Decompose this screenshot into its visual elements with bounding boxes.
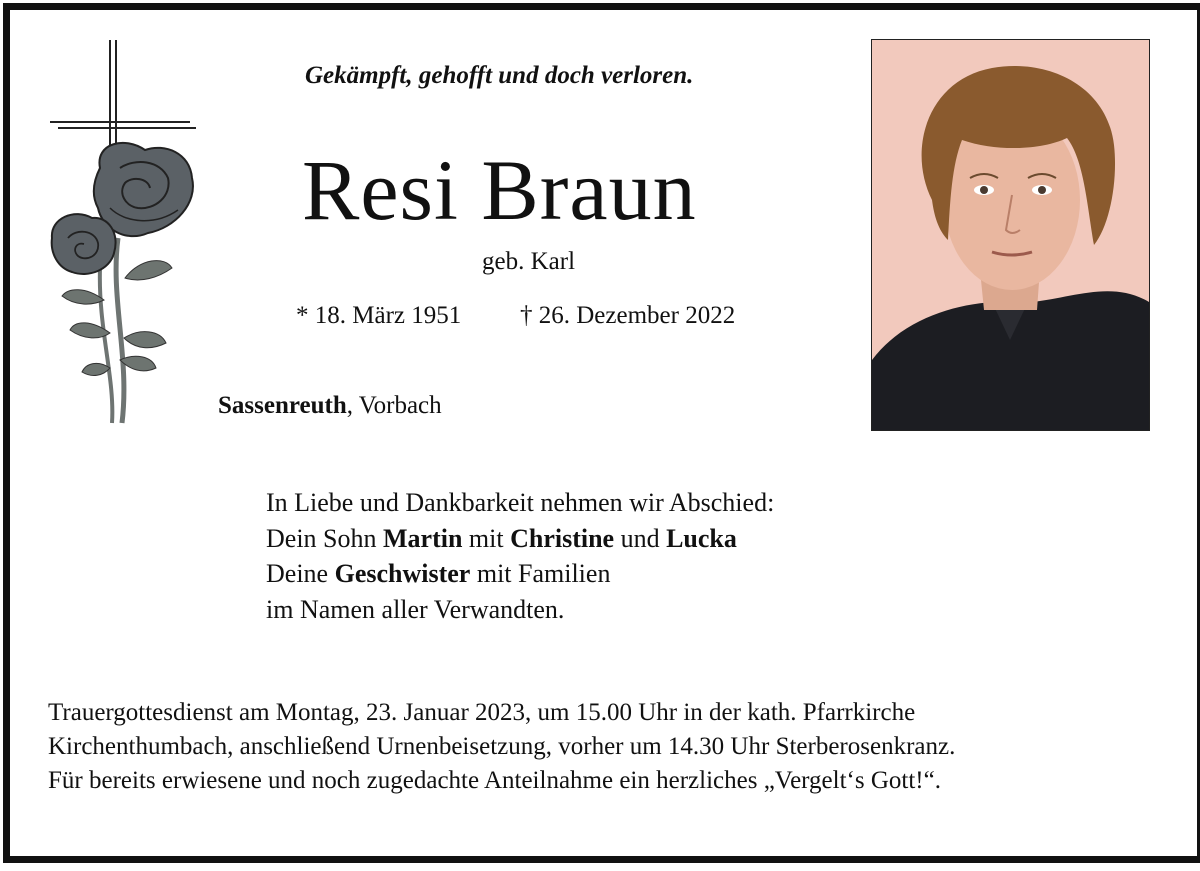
deceased-name: Resi Braun [302,142,697,238]
cross-with-roses-illustration [40,38,205,428]
death-date: † 26. Dezember 2022 [520,302,736,329]
service-line-3: Für bereits erwiesene und noch zugedachte Anteilnahme ein herzliches „Vergelt‘s Gott!“. [48,767,941,794]
service-line-1: Trauergottesdienst am Montag, 23. Januar 2023, um 15.00 Uhr in der kath. Pfarrkirche [48,699,916,726]
farewell-text: und [614,523,667,553]
partner-name: Christine [510,523,615,553]
place-rest: , Vorbach [346,392,442,419]
place-main: Sassenreuth [218,392,347,419]
siblings: Geschwister [334,559,471,588]
farewell-text: Dein Sohn [266,523,383,553]
portrait-photo [871,39,1150,431]
grandchild-name: Lucka [666,523,737,553]
farewell-line-3 [266,556,774,592]
farewell-message [266,485,774,627]
farewell-line-1: In Liebe und Dankbarkeit nehmen wir Abschied: [266,488,775,517]
rose-icon [52,143,193,423]
motto: Gekämpft, gehofft und doch verloren. [305,62,694,89]
farewell-line-2 [266,521,774,557]
farewell-text: mit Familien [470,559,611,588]
birth-date: * 18. März 1951 [296,302,462,329]
farewell-line-4: im Namen aller Verwandten. [266,594,565,624]
son-name: Martin [383,523,463,553]
farewell-text: Deine [266,559,335,588]
cross-icon [50,40,196,158]
farewell-text: mit [462,523,511,553]
service-line-2: Kirchenthumbach, anschließend Urnenbeisetzung, vorher um 14.30 Uhr Sterberosenkranz. [48,733,956,760]
birth-name: geb. Karl [482,248,576,275]
funeral-service-info [48,696,955,798]
place-of-residence [218,392,442,420]
